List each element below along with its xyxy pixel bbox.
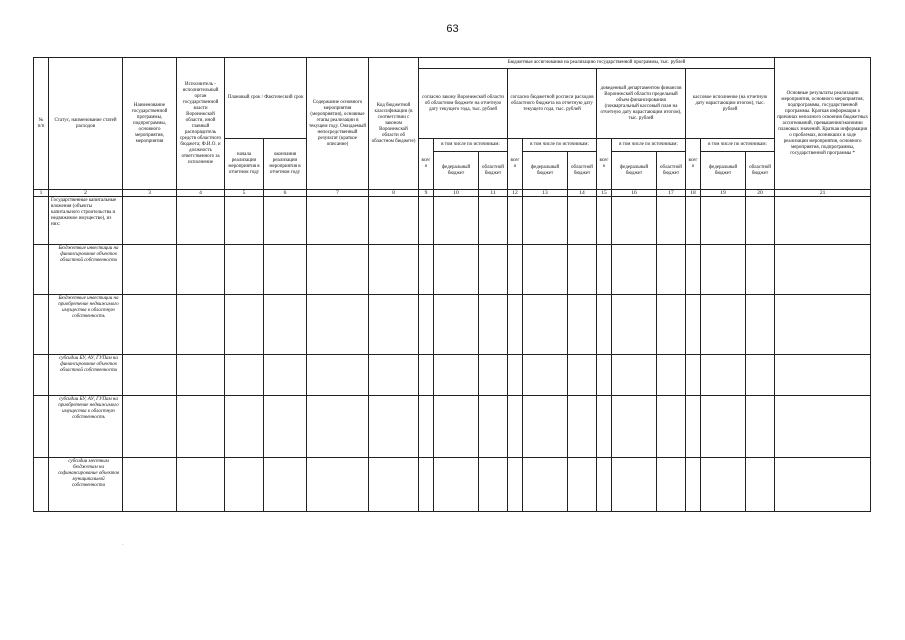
header-obl-1: областной бюджет <box>479 152 508 190</box>
column-number: 21 <box>775 190 871 197</box>
report-table <box>33 57 871 512</box>
header-total-2: всего <box>508 139 523 190</box>
column-number: 13 <box>523 190 568 197</box>
row-label: Бюджетные инвестиции на финансирование объектов областной собственности <box>49 245 123 295</box>
table-row <box>34 355 871 396</box>
row-label: субсидии БУ, АУ, ГУПам на финансирование объектов областной собственности <box>49 355 123 396</box>
header-obl-2: областной бюджет <box>568 152 597 190</box>
table-row <box>34 396 871 458</box>
header-program: Наименование государственной программы, подпрограммы, основного мероприятия, мероприятия <box>123 58 177 190</box>
column-number: 3 <box>123 190 177 197</box>
header-results: Основные результаты реализации мероприятия, основного мероприятия, подпрограммы, государственной программы. Краткая информация о причинах неполного освоения бюджетных ассигнований, превышения/экономии плановых значений. Краткая информация о проблемах, возникших в ходе реализации мероприятия, основного мероприятия, подпрограммы, государственной программы * <box>775 58 871 190</box>
table-row <box>34 295 871 355</box>
header-fed-3: федеральный бюджет <box>612 152 657 190</box>
row-label: Бюджетные инвестиции на приобретение недвижимого имущества в областную собственность <box>49 295 123 355</box>
column-number: 12 <box>508 190 523 197</box>
table-row <box>34 197 871 245</box>
column-number: 5 <box>225 190 264 197</box>
page-number: 63 <box>446 23 459 35</box>
header-group-rospis: согласно бюджетной росписи расходов областного бюджета на отчетную дату текущего года, тыс. рублей <box>508 69 597 139</box>
header-sources-1: в том числе по источникам: <box>434 139 508 152</box>
column-number: 16 <box>612 190 657 197</box>
column-number: 20 <box>746 190 775 197</box>
column-number: 15 <box>597 190 612 197</box>
header-end: окончания реализации мероприятия в отчетном году <box>264 139 307 190</box>
header-obl-3: областной бюджет <box>657 152 686 190</box>
header-status: Статус, наименование статей расходов <box>49 58 123 190</box>
table-row <box>34 245 871 295</box>
header-group-law: согласно закону Воронежской области об областном бюджете на отчетную дату текущего года, тыс. рублей <box>419 69 508 139</box>
column-number: 2 <box>49 190 123 197</box>
row-label: Государственные капитальные вложения (объекты капитального строительства и недвижимое имущество), из них: <box>49 197 123 245</box>
column-number: 10 <box>434 190 479 197</box>
column-number: 6 <box>264 190 307 197</box>
header-total-4: всего <box>686 139 701 190</box>
row-label: субсидии местным бюджетам на софинансирование объектов муниципальной собственности <box>49 458 123 512</box>
column-number: 1 <box>34 190 49 197</box>
row-label: субсидии БУ, АУ, ГУПам на приобретение недвижимого имущества в областную собственность <box>49 396 123 458</box>
header-fed-1: федеральный бюджет <box>434 152 479 190</box>
column-number: 17 <box>657 190 686 197</box>
header-total-1: всего <box>419 139 434 190</box>
column-number: 18 <box>686 190 701 197</box>
header-sources-2: в том числе по источникам: <box>523 139 597 152</box>
header-content: Содержание основного мероприятия (мероприятия), основные этапы реализации в текущем году. Ожидаемый непосредственный результат (краткое описание) <box>307 58 369 190</box>
header-start: начала реализации мероприятия в отчетном году <box>225 139 264 190</box>
header-num: № п/п <box>34 58 49 190</box>
header-kbk: Код бюджетной классификации (в соответствии с законом Воронежской области об областном бюджете) <box>369 58 419 190</box>
column-numbers-row <box>34 190 871 197</box>
header-fed-4: федеральный бюджет <box>701 152 746 190</box>
header-group-cash: кассовое исполнение (на отчетную дату нарастающим итогом), тыс. рублей <box>686 69 775 139</box>
column-number: 14 <box>568 190 597 197</box>
header-group-limit: доведенный департаментом финансов Воронежской области предельный объем финансирования (поквартальный кассовый план на отчетную дату нарастающим итогом), тыс. рублей <box>597 69 686 139</box>
column-number: 9 <box>419 190 434 197</box>
header-fed-2: федеральный бюджет <box>523 152 568 190</box>
stray-mark: · <box>122 543 124 548</box>
column-number: 19 <box>701 190 746 197</box>
column-number: 4 <box>177 190 225 197</box>
header-sources-4: в том числе по источникам: <box>701 139 775 152</box>
table-row <box>34 458 871 512</box>
column-number: 8 <box>369 190 419 197</box>
header-executor: Исполнитель - исполнительный орган государственной власти Воронежской области, иной главный распорядитель средств областного бюджета; Ф.И.О. и должность ответственного за исполнение <box>177 58 225 190</box>
header-sources-3: в том числе по источникам: <box>612 139 686 152</box>
header-obl-4: областной бюджет <box>746 152 775 190</box>
column-number: 11 <box>479 190 508 197</box>
header-total-3: всего <box>597 139 612 190</box>
header-budget: Бюджетные ассигнования на реализацию государственной программы, тыс. рублей <box>419 58 775 69</box>
header-srok: Плановый срок / Фактический срок <box>225 58 307 139</box>
column-number: 7 <box>307 190 369 197</box>
